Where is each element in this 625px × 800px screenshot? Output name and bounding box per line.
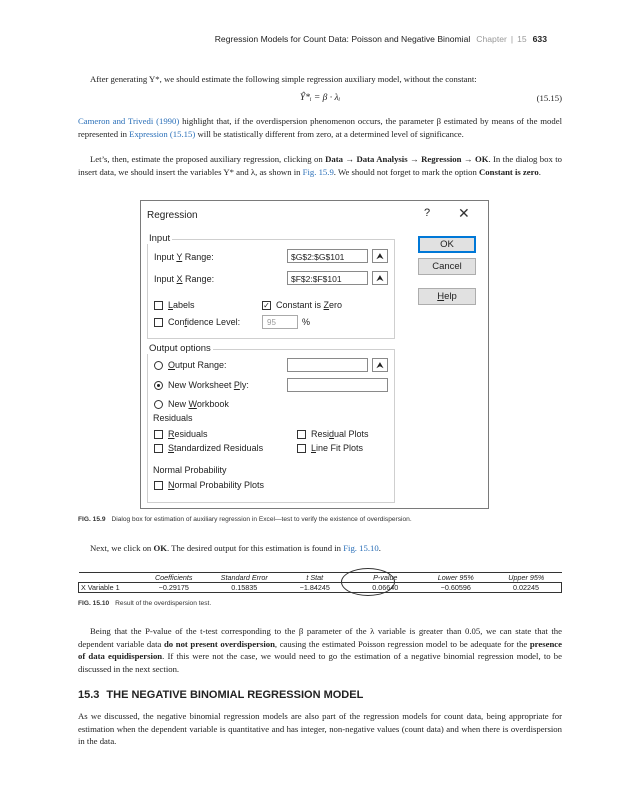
paragraph-text: . <box>538 166 541 177</box>
table-header-cell: Upper 95% <box>491 573 562 583</box>
confidence-label: Confidence Level: <box>168 317 241 327</box>
caption-label: FIG. 15.9 <box>78 516 106 523</box>
result-table <box>78 572 562 593</box>
residuals-checkbox[interactable] <box>154 430 163 439</box>
collapse-x-range-icon[interactable]: ⮝ <box>372 271 388 285</box>
paragraph-text: . If this were not the case, we would need to go the estimation of a negative binomial regression model, to be discussed in the next section. <box>78 651 562 674</box>
caption-label: FIG. 15.10 <box>78 600 110 607</box>
figure-15-9-caption <box>78 516 412 523</box>
input-y-label: Input Y Range: <box>154 252 214 262</box>
paragraph-text: . <box>378 543 381 553</box>
table-header-cell: P-value <box>350 573 421 583</box>
table-header-cell <box>79 573 139 583</box>
paragraph-text: . The desired output for this estimation is found in <box>166 543 344 553</box>
section-heading <box>78 689 363 701</box>
new-worksheet-label: New Worksheet Ply: <box>168 380 249 390</box>
residual-plots-label: Residual Plots <box>311 429 369 439</box>
standardized-residuals-checkbox[interactable] <box>154 444 163 453</box>
figure-15-10-caption <box>78 600 211 607</box>
help-question-icon[interactable]: ? <box>424 207 431 219</box>
figure-link-15-9[interactable]: Fig. 15.9 <box>302 166 334 177</box>
bold-phrase: presence of data equidispersion <box>78 638 562 662</box>
constant-zero-checkbox[interactable]: ✓ <box>263 301 270 310</box>
paragraph-negative-binomial: As we discussed, the negative binomial regression models are also part of the regression models for count data, being appropriate for estimation when the dependent variable is quantitative and has integer, non-negative values (count data) and when there is overdispersion in the data. <box>78 711 562 747</box>
paragraph-text: Being that the P-value of the t-test corresponding to the β parameter of the λ variable is greater than 0.05, we can state that the dependent variable data <box>78 626 562 649</box>
output-range-label: Output Range: <box>168 360 227 370</box>
expression-link[interactable]: Expression (15.15) <box>129 128 196 139</box>
input-x-range-field[interactable]: $F$2:$F$101 <box>287 271 368 285</box>
input-x-label: Input X Range: <box>154 274 215 284</box>
new-worksheet-field[interactable] <box>287 378 388 392</box>
line-fit-plots-label: Line Fit Plots <box>311 443 364 453</box>
paragraph-text: will be statistically different from zero, at a determined level of significance. <box>195 128 464 139</box>
p-value-highlight-oval <box>341 568 395 596</box>
section-number: 15.3 <box>78 689 100 701</box>
percent-label: % <box>302 317 311 327</box>
table-cell: X Variable 1 <box>79 583 139 593</box>
paragraph-instructions <box>78 153 562 178</box>
figure-link-15-10[interactable]: Fig. 15.10 <box>343 543 379 553</box>
paragraph-cameron-trivedi <box>78 115 562 140</box>
table-header-cell: Coefficients <box>139 573 210 583</box>
output-range-radio[interactable] <box>154 361 163 370</box>
paragraph-text: . In the dialog box to insert data, we should insert the variables Y* and λ, as shown in <box>78 154 562 177</box>
line-fit-plots-checkbox[interactable] <box>297 444 306 453</box>
paragraph-text: Let’s, then, estimate the proposed auxiliary regression, clicking on <box>90 154 326 164</box>
running-head-chapter: Chapter <box>476 34 507 44</box>
standardized-residuals-label: Standardized Residuals <box>168 443 264 453</box>
table-header-cell: Standard Error <box>209 573 280 583</box>
residual-plots-checkbox[interactable] <box>297 430 306 439</box>
running-head-chapter-number: 15 <box>517 34 527 44</box>
table-cell: −0.29175 <box>139 583 210 593</box>
normal-probability-checkbox[interactable] <box>154 481 163 490</box>
paragraph-text: , causing the estimated Poisson regression model to be adequate for the <box>274 638 530 649</box>
paragraph-text: highlight that, if the overdispersion phenomenon occurs, the parameter β estimated by means of the model represented in <box>78 116 563 139</box>
table-cell: −1.84245 <box>280 583 351 593</box>
collapse-output-range-icon[interactable]: ⮝ <box>372 358 388 372</box>
paragraph-next <box>78 542 562 555</box>
new-workbook-label: New Workbook <box>168 399 229 409</box>
new-worksheet-radio[interactable] <box>154 381 163 390</box>
option-name: Constant is zero <box>479 166 539 177</box>
paragraph-text: Next, we click on <box>90 543 154 553</box>
input-y-range-field[interactable]: $G$2:$G$101 <box>287 249 368 263</box>
table-header-cell: Lower 95% <box>421 573 492 583</box>
collapse-y-range-icon[interactable]: ⮝ <box>372 249 388 263</box>
caption-text: Dialog box for estimation of auxiliary regression in Excel—test to verify the existence of overdispersion. <box>111 516 412 523</box>
normal-probability-group-label: Normal Probability <box>153 465 227 475</box>
output-range-field[interactable] <box>287 358 368 372</box>
labels-label: Labels <box>168 300 195 310</box>
table-header-row <box>79 573 562 583</box>
table-cell: −0.60596 <box>421 583 492 593</box>
confidence-level-field[interactable]: 95 <box>262 315 298 329</box>
output-options-label: Output options <box>149 343 211 354</box>
input-group-label: Input <box>149 233 171 244</box>
section-title: THE NEGATIVE BINOMIAL REGRESSION MODEL <box>106 689 364 701</box>
equation-number: (15.15) <box>536 93 562 103</box>
normal-probability-plots-label: Normal Probability Plots <box>168 480 265 490</box>
caption-text: Result of the overdispersion test. <box>115 600 212 607</box>
table-cell: 0.02245 <box>491 583 562 593</box>
equation-formula: Ŷ*ᵢ = β · λᵢ <box>299 93 341 103</box>
residuals-label: Residuals <box>168 429 208 439</box>
dialog-title: Regression <box>147 210 198 221</box>
page-number: 633 <box>532 34 547 44</box>
new-workbook-radio[interactable] <box>154 400 163 409</box>
table-cell: 0.06640 <box>350 583 421 593</box>
citation-link[interactable]: Cameron and Trivedi (1990) <box>78 116 180 126</box>
close-icon[interactable]: ✕ <box>458 205 470 221</box>
paragraph-intro: After generating Y*, we should estimate the following simple regression auxiliary model, without the constant: <box>90 74 477 84</box>
help-button[interactable]: Help <box>418 288 476 305</box>
running-head: Regression Models for Count Data: Poisson and Negative Binomial Chapter | 15 633 <box>214 34 547 44</box>
residuals-group-label: Residuals <box>153 413 193 423</box>
table-cell: 0.15835 <box>209 583 280 593</box>
cancel-button[interactable]: Cancel <box>418 258 476 275</box>
menu-path: Data → Data Analysis → Regression → OK <box>325 154 489 164</box>
table-row <box>79 583 562 593</box>
table-header-cell: t Stat <box>280 573 351 583</box>
constant-zero-label: Constant is Zero <box>276 300 343 310</box>
ok-bold: OK <box>153 543 167 553</box>
regression-dialog <box>140 200 489 509</box>
confidence-checkbox[interactable] <box>154 318 163 327</box>
equation-15-15 <box>78 93 562 107</box>
bold-phrase: do not present overdispersion <box>163 638 275 649</box>
ok-button[interactable]: OK <box>418 236 476 253</box>
labels-checkbox[interactable] <box>154 301 163 310</box>
running-head-title: Regression Models for Count Data: Poisson and Negative Binomial <box>214 34 471 44</box>
paragraph-text: . We should not forget to mark the option <box>333 166 479 177</box>
paragraph-conclusion <box>78 625 562 675</box>
